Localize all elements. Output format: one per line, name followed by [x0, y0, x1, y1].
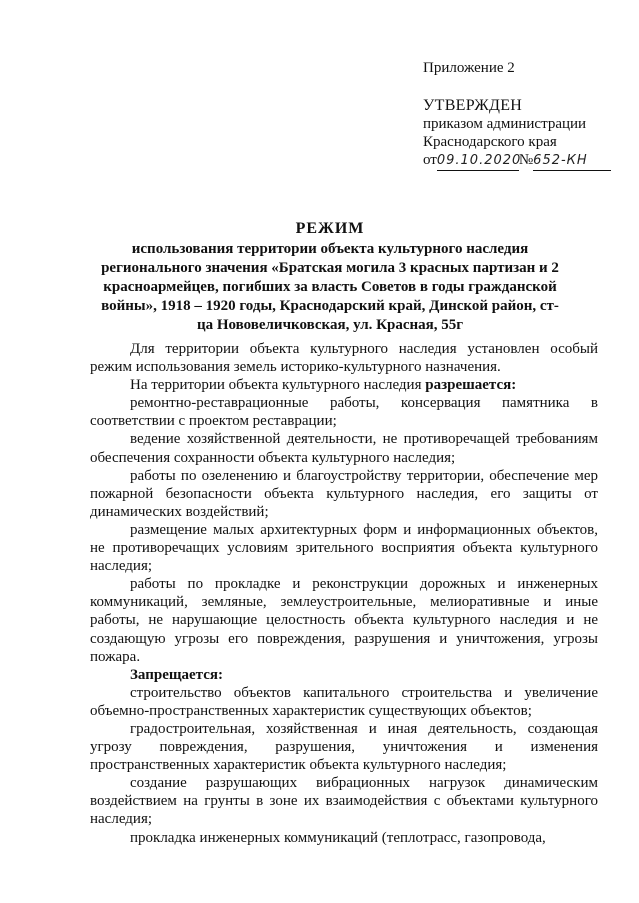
document-subtitle: использования территории объекта культурного наследия регионального значения «Братская могила 3 красных партизан и 2 красноармейцев, погибших за власть Советов в годы гражданской войны», 1918 – 1920 годы, Краснодарский край, Динской район, ст-ца Нововеличковская, ул. Красная, 55г	[101, 241, 559, 333]
order-date-handwritten: 09.10.2020	[437, 152, 519, 171]
order-number-prefix: №	[518, 152, 534, 168]
allowed-item: работы по озеленению и благоустройству территории, обеспечение мер пожарной безопасности объекта культурного наследия, его защиты от динамических воздействий;	[90, 467, 598, 520]
order-prefix: от	[423, 152, 437, 168]
document-body	[90, 340, 598, 847]
intro-paragraph: Для территории объекта культурного наследия установлен особый режим использования земель историко-культурного назначения.	[90, 341, 598, 376]
forbidden-item: создание разрушающих вибрационных нагрузок динамическим воздействием на грунты в зоне их взаимодействия с объектами культурного наследия;	[90, 775, 598, 828]
order-date-number-line	[423, 151, 633, 171]
approved-label: УТВЕРЖДЕН	[423, 97, 523, 114]
document-title-block	[100, 220, 560, 335]
forbidden-item: градостроительная, хозяйственная и иная деятельность, создающая угрозу повреждения, разрушения, уничтожения и изменения пространственных характеристик объекта культурного наследия;	[90, 720, 598, 774]
forbidden-item: прокладка инженерных коммуникаций (теплотрасс, газопровода,	[130, 829, 546, 846]
document-title: РЕЖИМ	[295, 220, 365, 237]
allowed-item: работы по прокладке и реконструкции дорожных и инженерных коммуникаций, земляные, землеустроительные, мелиоративные и иные работы, не нарушающие целостность объекта культурного наследия и не создающую угрозы его повреждения, разрушения и уничтожения, угрозы пожара.	[90, 576, 598, 665]
allowed-lead: На территории объекта культурного наследия	[130, 377, 426, 394]
order-line-1: приказом администрации	[423, 116, 587, 132]
forbidden-heading: Запрещается:	[130, 666, 224, 683]
order-line-2: Краснодарского края	[423, 134, 557, 150]
appendix-label: Приложение 2	[423, 60, 515, 76]
forbidden-item: строительство объектов капитального строительства и увеличение объемно-пространственных характеристик существующих объектов;	[90, 684, 598, 719]
approval-block	[423, 97, 633, 171]
allowed-item: размещение малых архитектурных форм и информационных объектов, не противоречащих условиям зрительного восприятия объекта культурного наследия;	[90, 521, 598, 575]
allowed-item: ремонтно-реставрационные работы, консервация памятника в соответствии с проектом реставрации;	[90, 395, 598, 430]
allowed-item: ведение хозяйственной деятельности, не противоречащей требованиям обеспечения сохранности объекта культурного наследия;	[90, 431, 598, 466]
order-number-handwritten: 652-КН	[533, 152, 611, 171]
allowed-heading	[90, 376, 598, 394]
allowed-word: разрешается:	[425, 377, 517, 394]
